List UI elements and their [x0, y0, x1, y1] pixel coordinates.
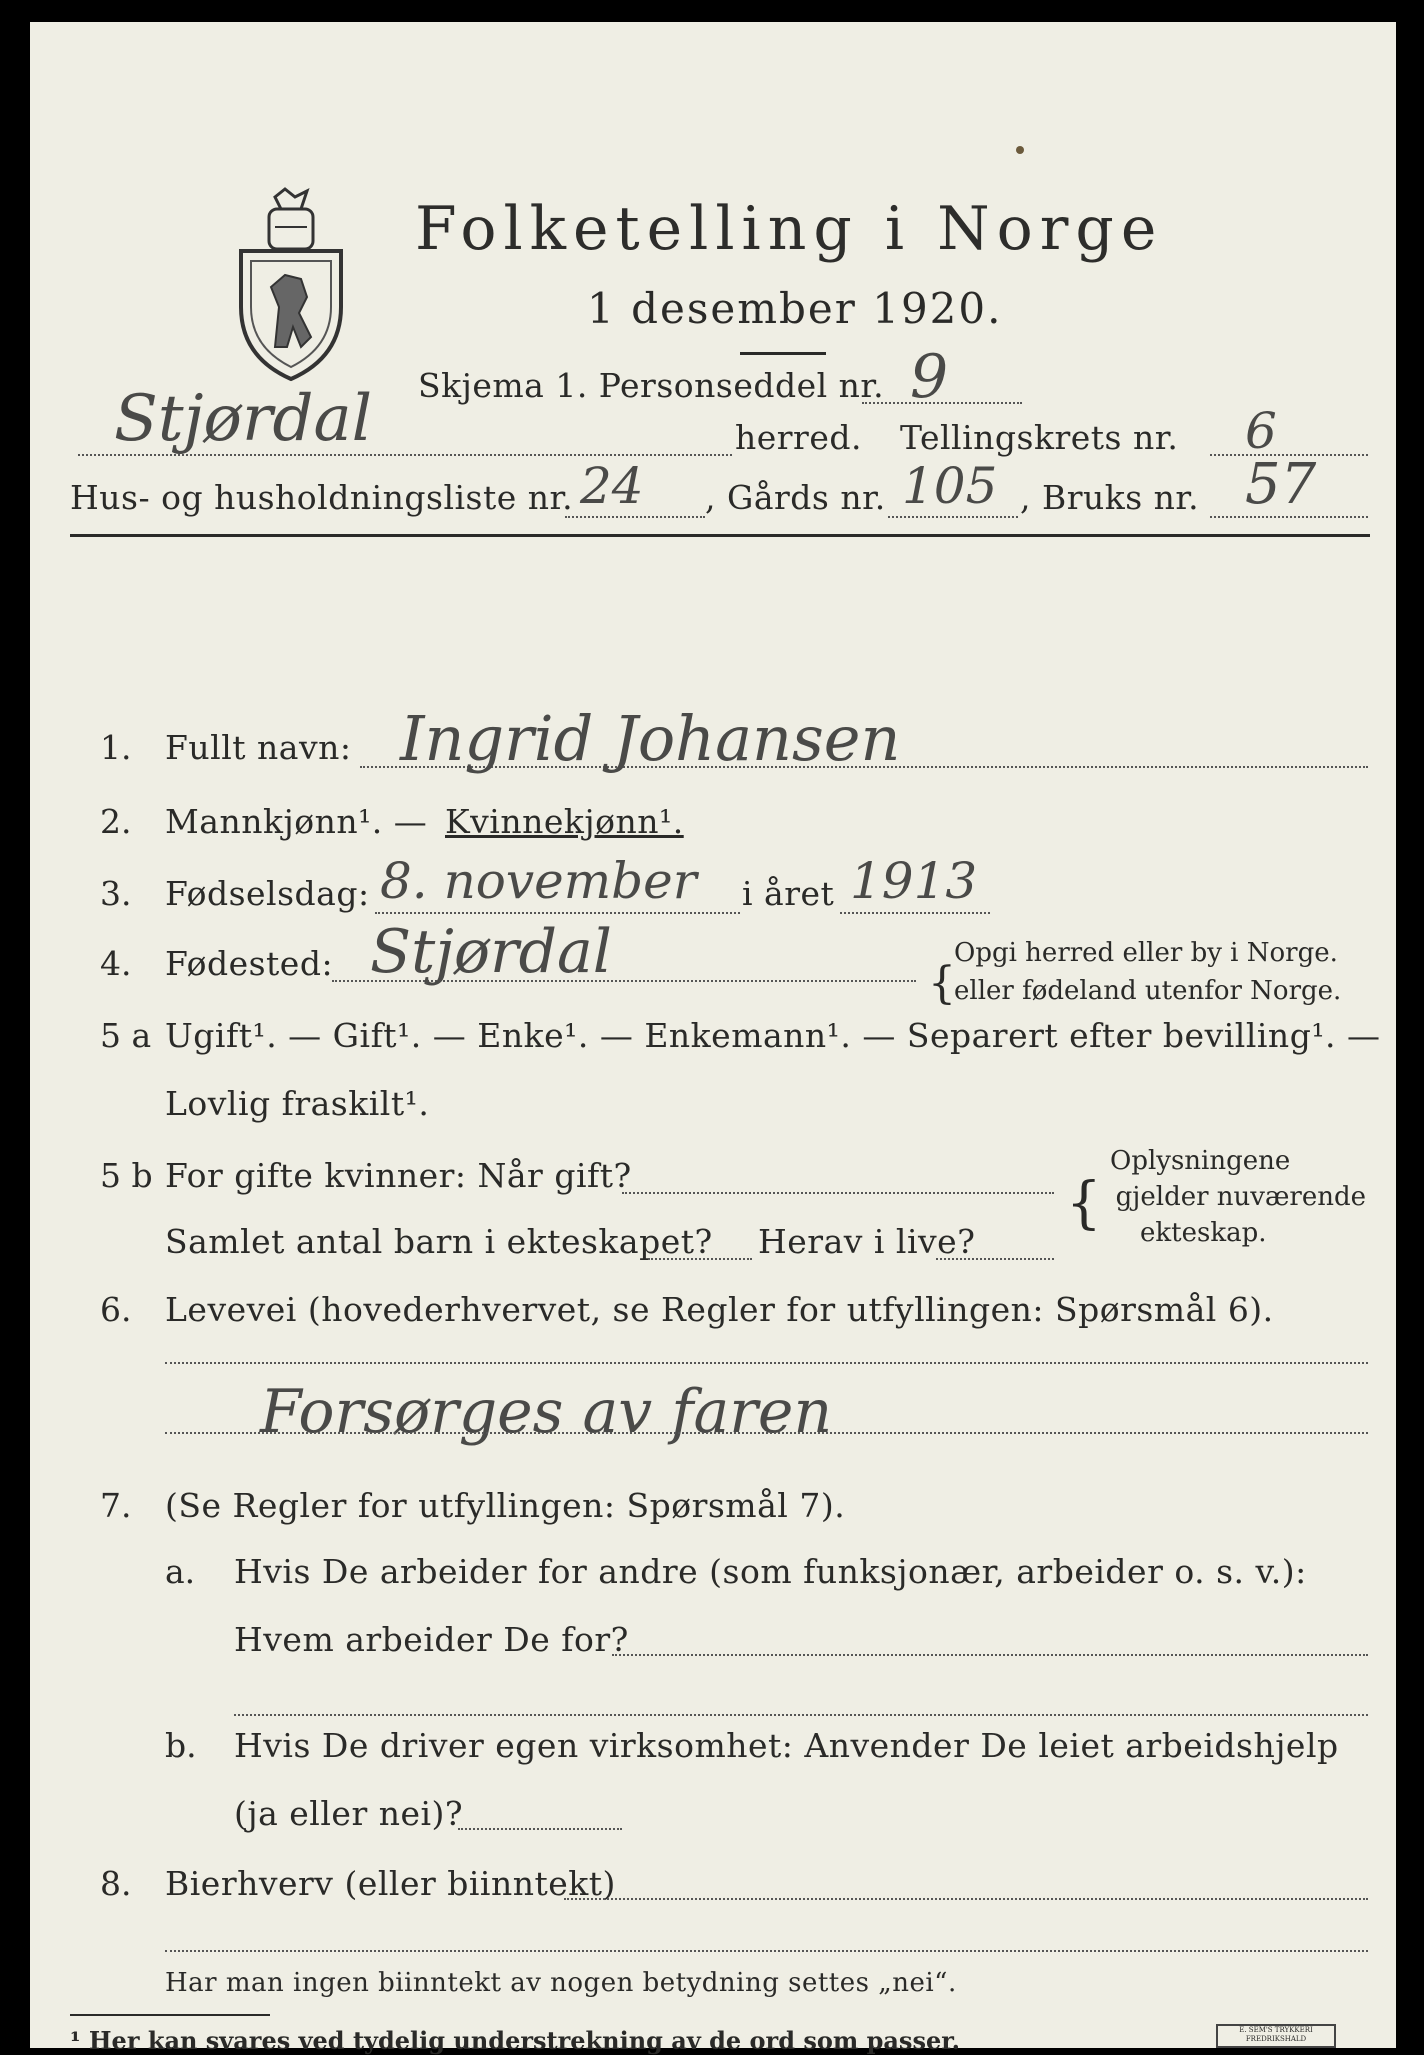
q1-value: Ingrid Johansen — [400, 702, 901, 775]
q5b-brace: { — [1066, 1171, 1102, 1236]
q8-line1 — [564, 1898, 1368, 1900]
q4-number: 4. — [100, 944, 132, 983]
q7-number: 7. — [100, 1486, 132, 1525]
q3-year-label: i året — [742, 874, 835, 913]
herred-value: Stjørdal — [114, 382, 373, 456]
q2-number: 2. — [100, 802, 132, 841]
footer-note: Har man ingen biinntekt av nogen betydning settes „nei“. — [165, 1968, 957, 1998]
q5a-number: 5 a — [100, 1016, 152, 1055]
q2-mann: Mannkjønn¹. — — [165, 802, 428, 841]
q6-number: 6. — [100, 1290, 132, 1329]
husholdning-line — [565, 516, 705, 518]
gards-line — [888, 516, 1018, 518]
q5b-label3: Herav i live? — [758, 1222, 976, 1261]
tellingskrets-label: Tellingskrets nr. — [900, 418, 1179, 457]
q4-brace: { — [928, 958, 956, 1009]
census-date: 1 desember 1920. — [587, 284, 1003, 333]
q5b-note3: ekteskap. — [1140, 1218, 1267, 1248]
footnote: ¹ Her kan svares ved tydelig understrekning av de ord som passer. — [70, 2026, 961, 2055]
q3-number: 3. — [100, 874, 132, 913]
q4-label: Fødested: — [165, 944, 334, 983]
bruks-nr: 57 — [1245, 452, 1317, 517]
q7b-line — [458, 1828, 622, 1830]
q4-value: Stjørdal — [370, 917, 612, 987]
q5b-note1: Oplysningene — [1110, 1146, 1291, 1176]
tellingskrets-nr: 6 — [1245, 402, 1277, 460]
q7a-number: a. — [165, 1552, 196, 1591]
q3-year: 1913 — [850, 852, 978, 910]
title-divider — [740, 352, 826, 355]
q6-label: Levevei (hovederhvervet, se Regler for utfyllingen: Spørsmål 6). — [165, 1290, 1274, 1329]
q3-line — [375, 912, 740, 914]
q5b-note2: gjelder nuværende — [1115, 1182, 1366, 1212]
gards-nr: 105 — [902, 457, 998, 515]
bruks-label: , Bruks nr. — [1020, 478, 1200, 517]
q5b-label1: For gifte kvinner: Når gift? — [165, 1156, 632, 1195]
census-form-sheet — [30, 22, 1396, 2055]
q6-line1 — [165, 1362, 1368, 1364]
husholdning-label: Hus- og husholdningsliste nr. — [70, 478, 574, 517]
q5a-text2: Lovlig fraskilt¹. — [165, 1084, 430, 1123]
q6-value: Forsørges av faren — [260, 1377, 833, 1447]
husholdning-nr: 24 — [580, 457, 644, 515]
q5b-line3 — [936, 1258, 1054, 1260]
q6-line2 — [165, 1432, 1368, 1434]
q7-label: (Se Regler for utfyllingen: Spørsmål 7). — [165, 1486, 846, 1525]
personseddel-nr: 9 — [910, 342, 949, 412]
q5b-number: 5 b — [100, 1156, 153, 1195]
q5b-line2 — [648, 1258, 752, 1260]
ink-spot — [1016, 146, 1024, 154]
header-rule — [70, 534, 1370, 537]
q7b-label: Hvis De driver egen virksomhet: Anvender De leiet arbeidshjelp — [234, 1726, 1339, 1765]
herred-label: herred. — [735, 418, 862, 457]
q1-label: Fullt navn: — [165, 728, 352, 767]
q5b-line1 — [622, 1192, 1054, 1194]
q7a-line1 — [612, 1654, 1368, 1656]
q8-number: 8. — [100, 1864, 132, 1903]
q7b-number: b. — [165, 1726, 197, 1765]
page-title: Folketelling i Norge — [415, 194, 1164, 264]
q8-line2 — [165, 1950, 1368, 1952]
skjema-label: Skjema 1. Personseddel nr. — [418, 366, 885, 405]
q5b-label2: Samlet antal barn i ekteskapet? — [165, 1222, 713, 1261]
q3-value: 8. november — [380, 852, 697, 910]
coat-of-arms-icon — [235, 187, 347, 387]
q2-kvinne: Kvinnekjønn¹. — [445, 802, 684, 841]
q4-note1: Opgi herred eller by i Norge. — [954, 938, 1338, 968]
q7b-label2: (ja eller nei)? — [234, 1794, 464, 1833]
printer-stamp: E. SEM'S TRYKKERI FREDRIKSHALD — [1216, 2024, 1336, 2048]
footnote-rule — [70, 2014, 270, 2016]
q3-label: Fødselsdag: — [165, 874, 370, 913]
q5a-text: Ugift¹. — Gift¹. — Enke¹. — Enkemann¹. — Separert efter bevilling¹. — — [165, 1016, 1381, 1055]
q3-year-line — [840, 912, 990, 914]
gards-label: , Gårds nr. — [705, 478, 886, 517]
q7a-line2 — [234, 1714, 1368, 1716]
q8-label: Bierhverv (eller biinntekt) — [165, 1864, 616, 1903]
q4-note2: eller fødeland utenfor Norge. — [954, 976, 1342, 1006]
q7a-label: Hvis De arbeider for andre (som funksjonær, arbeider o. s. v.): — [234, 1552, 1307, 1591]
q1-number: 1. — [100, 728, 132, 767]
q7a-label2: Hvem arbeider De for? — [234, 1620, 629, 1659]
